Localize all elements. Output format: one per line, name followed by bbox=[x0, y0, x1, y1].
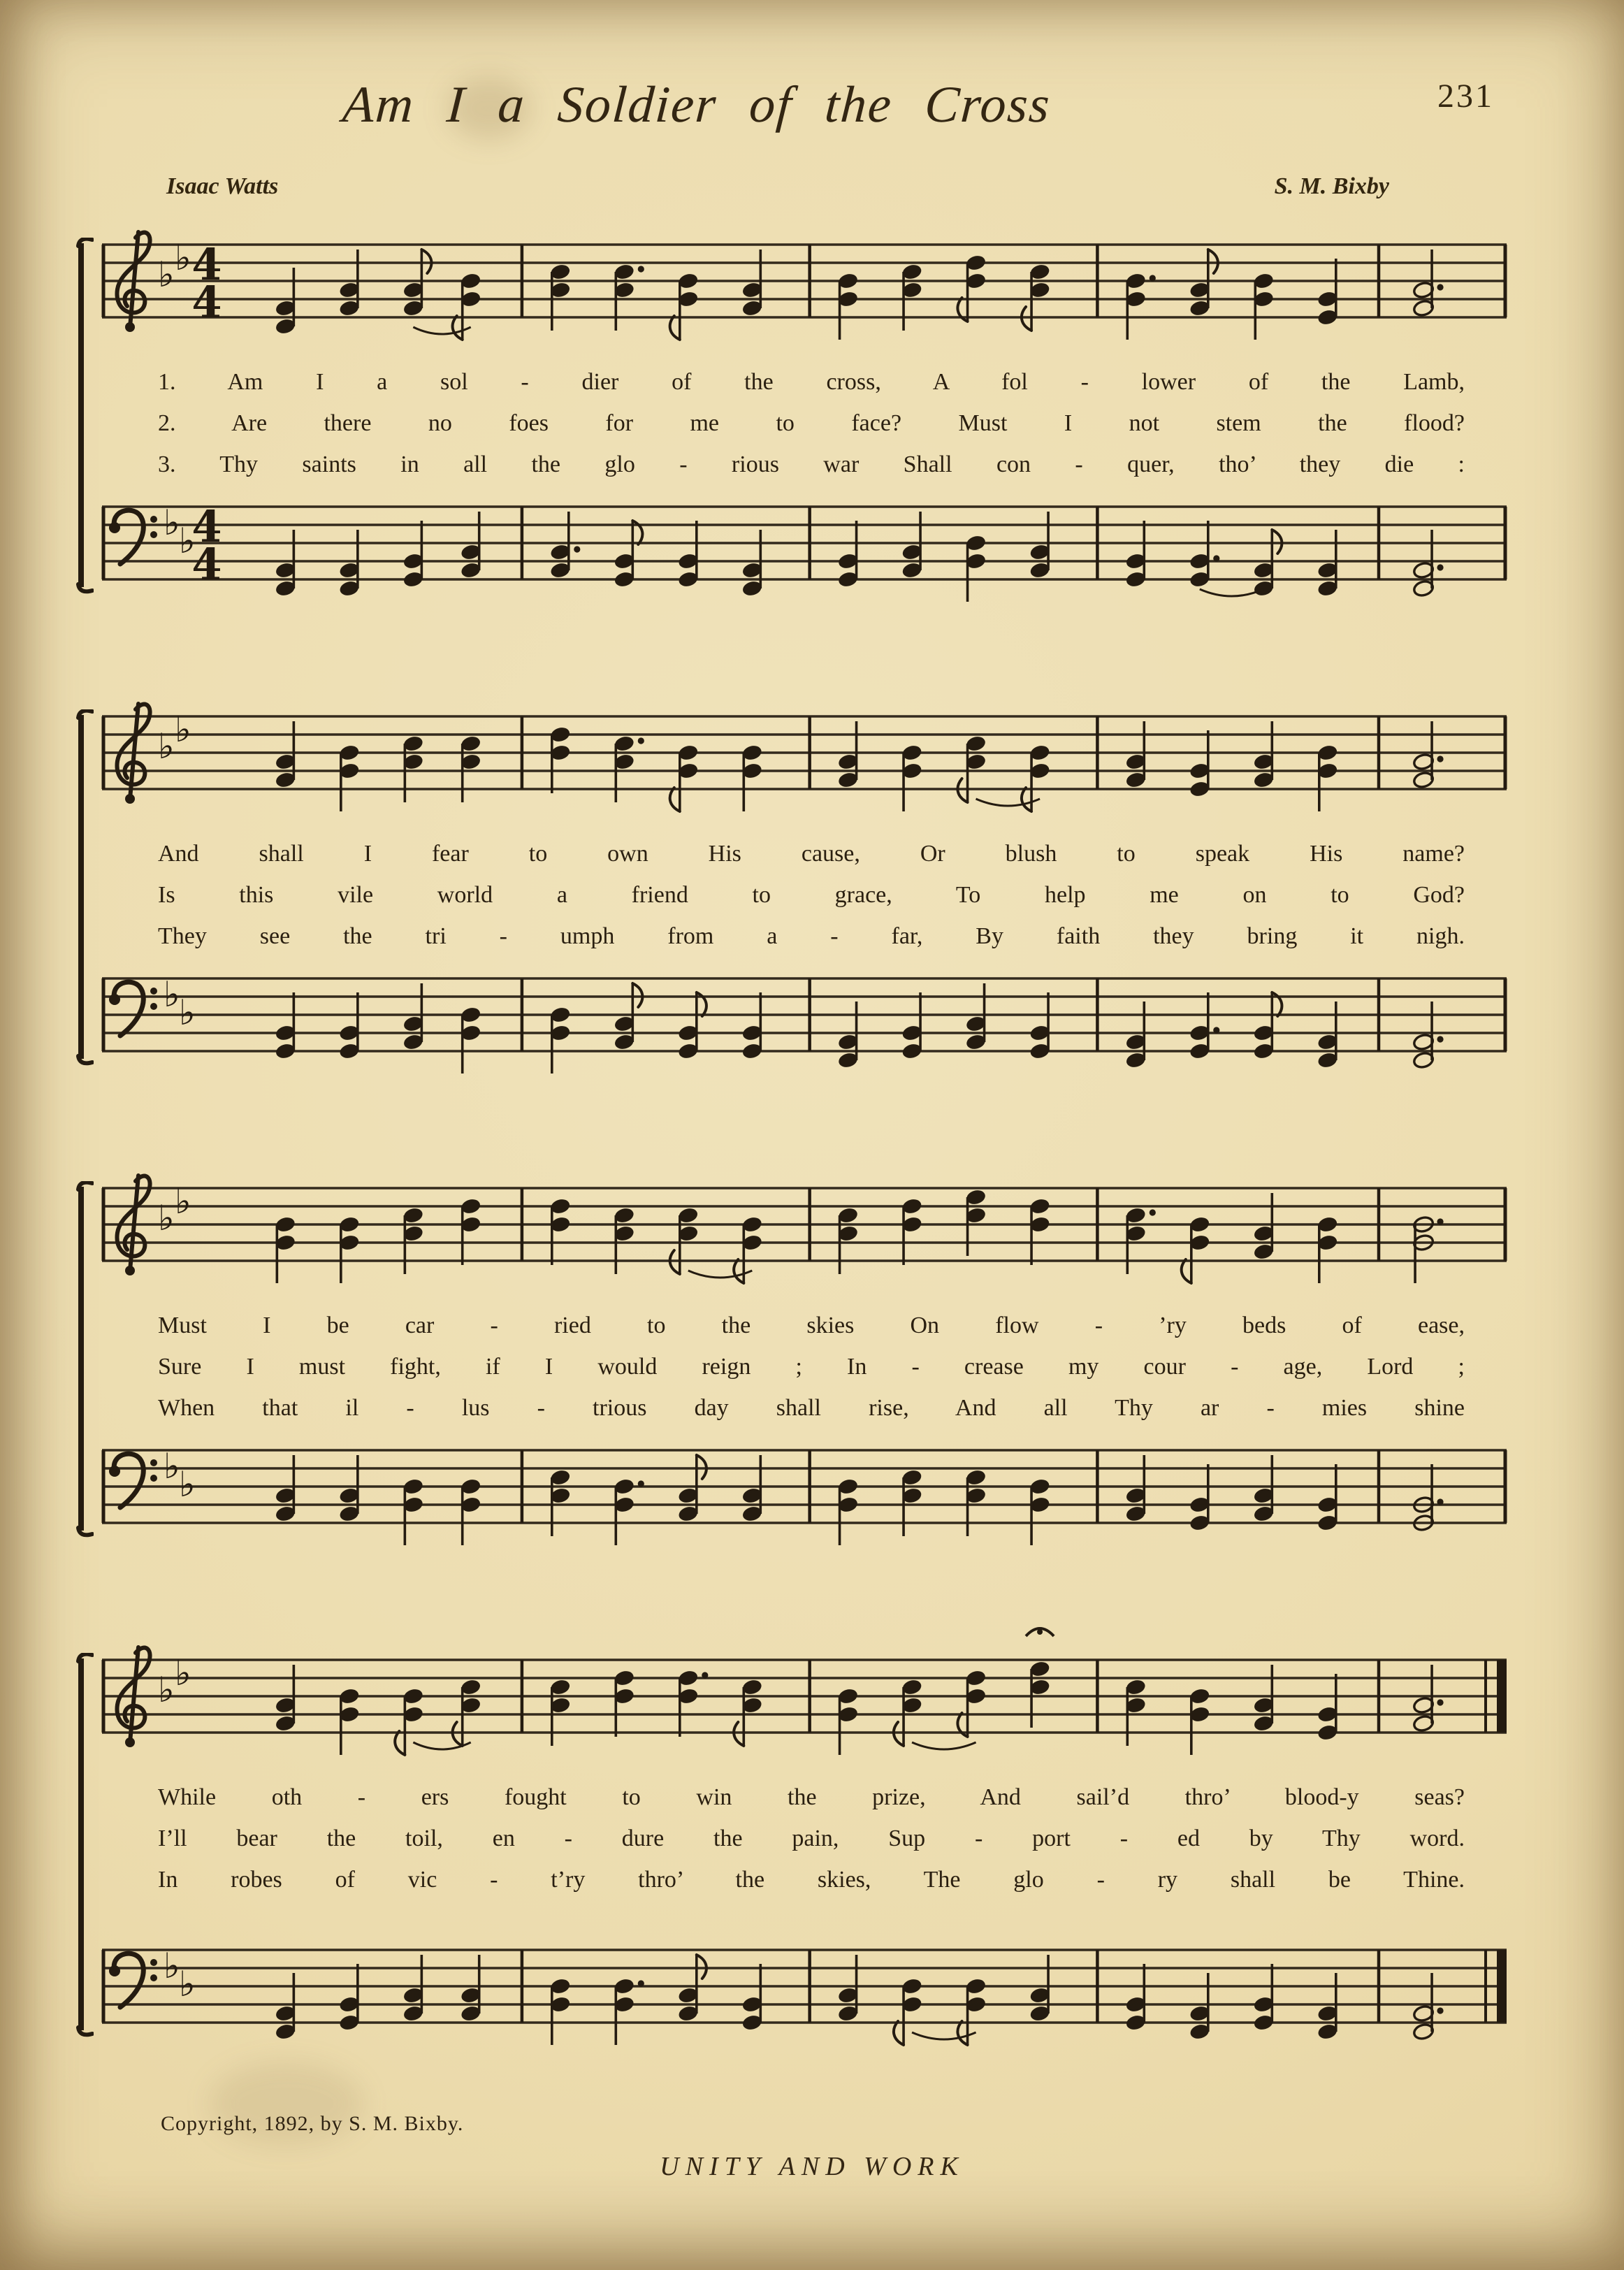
svg-text:♭: ♭ bbox=[175, 1653, 191, 1693]
lyric-line-verse1: While oth - ers fought to win the prize, And sail’d thro’ blood-y seas? bbox=[158, 1784, 1465, 1810]
lyric-line-verse3: In robes of vic - t’ry thro’ the skies, The glo - ry shall be Thine. bbox=[158, 1867, 1465, 1893]
lyric-line-verse3: When that il - lus - trious day shall rise, And all Thy ar - mies shine bbox=[158, 1395, 1465, 1421]
svg-text:♭: ♭ bbox=[175, 1181, 191, 1222]
svg-text:♭: ♭ bbox=[175, 709, 191, 750]
svg-text:♭: ♭ bbox=[179, 521, 196, 561]
music-system-1 bbox=[81, 203, 1528, 622]
treble-staff bbox=[81, 1146, 1528, 1307]
svg-text:♭: ♭ bbox=[164, 503, 180, 543]
svg-text:♭: ♭ bbox=[158, 254, 175, 295]
bass-staff bbox=[81, 465, 1528, 626]
svg-text:♭: ♭ bbox=[175, 238, 191, 278]
svg-text:♭: ♭ bbox=[164, 1446, 180, 1487]
lyric-line-verse2: Is this vile world a friend to grace, To help me on to God? bbox=[158, 882, 1465, 908]
svg-text:4: 4 bbox=[191, 239, 222, 290]
lyric-line-verse1: Must I be car - ried to the skies On flow - ’ry beds of ease, bbox=[158, 1313, 1465, 1338]
treble-staff bbox=[81, 203, 1528, 363]
svg-text:♭: ♭ bbox=[158, 726, 175, 767]
svg-text:♭: ♭ bbox=[179, 992, 196, 1033]
treble-staff bbox=[81, 674, 1528, 835]
bass-staff bbox=[81, 1908, 1528, 2069]
music-system-4 bbox=[81, 1618, 1528, 2069]
svg-text:♭: ♭ bbox=[164, 1946, 180, 1986]
svg-text:♭: ♭ bbox=[158, 1670, 175, 1710]
bass-staff bbox=[81, 937, 1528, 1097]
lyric-line-verse2: 2. Are there no foes for me to face? Must I not stem the flood? bbox=[158, 410, 1465, 436]
lyricist-credit: Isaac Watts bbox=[166, 173, 279, 199]
svg-text:4: 4 bbox=[191, 539, 222, 590]
treble-staff bbox=[81, 1618, 1528, 1779]
lyric-line-verse1: 1. Am I a sol - dier of the cross, A fol - lower of the Lamb, bbox=[158, 369, 1465, 395]
lyrics-block bbox=[158, 1784, 1465, 1908]
svg-text:♭: ♭ bbox=[164, 974, 180, 1015]
music-system-2 bbox=[81, 674, 1528, 1094]
composer-credit: S. M. Bixby bbox=[1274, 173, 1389, 199]
svg-text:4: 4 bbox=[191, 501, 222, 552]
page-title: Am I a Soldier of the Cross bbox=[340, 76, 1053, 133]
lyric-line-verse2: Sure I must fight, if I would reign ; In - crease my cour - age, Lord ; bbox=[158, 1354, 1465, 1380]
svg-text:♭: ♭ bbox=[179, 1964, 196, 2004]
svg-text:♭: ♭ bbox=[179, 1464, 196, 1505]
svg-text:4: 4 bbox=[191, 277, 222, 328]
lyric-line-verse3: 3. Thy saints in all the glo - rious war Shall con - quer, tho’ they die : bbox=[158, 451, 1465, 477]
lyric-line-verse2: I’ll bear the toil, en - dure the pain, Sup - port - ed by Thy word. bbox=[158, 1826, 1465, 1851]
lyric-line-verse3: They see the tri - umph from a - far, By faith they bring it nigh. bbox=[158, 923, 1465, 949]
copyright-notice: Copyright, 1892, by S. M. Bixby. bbox=[161, 2112, 464, 2135]
lyric-line-verse1: And shall I fear to own His cause, Or blush to speak His name? bbox=[158, 841, 1465, 867]
footer-book-title: UNITY AND WORK bbox=[660, 2152, 964, 2181]
page-number: 231 bbox=[1437, 78, 1494, 115]
bass-staff bbox=[81, 1408, 1528, 1569]
svg-text:♭: ♭ bbox=[158, 1198, 175, 1238]
music-system-3 bbox=[81, 1146, 1528, 1566]
